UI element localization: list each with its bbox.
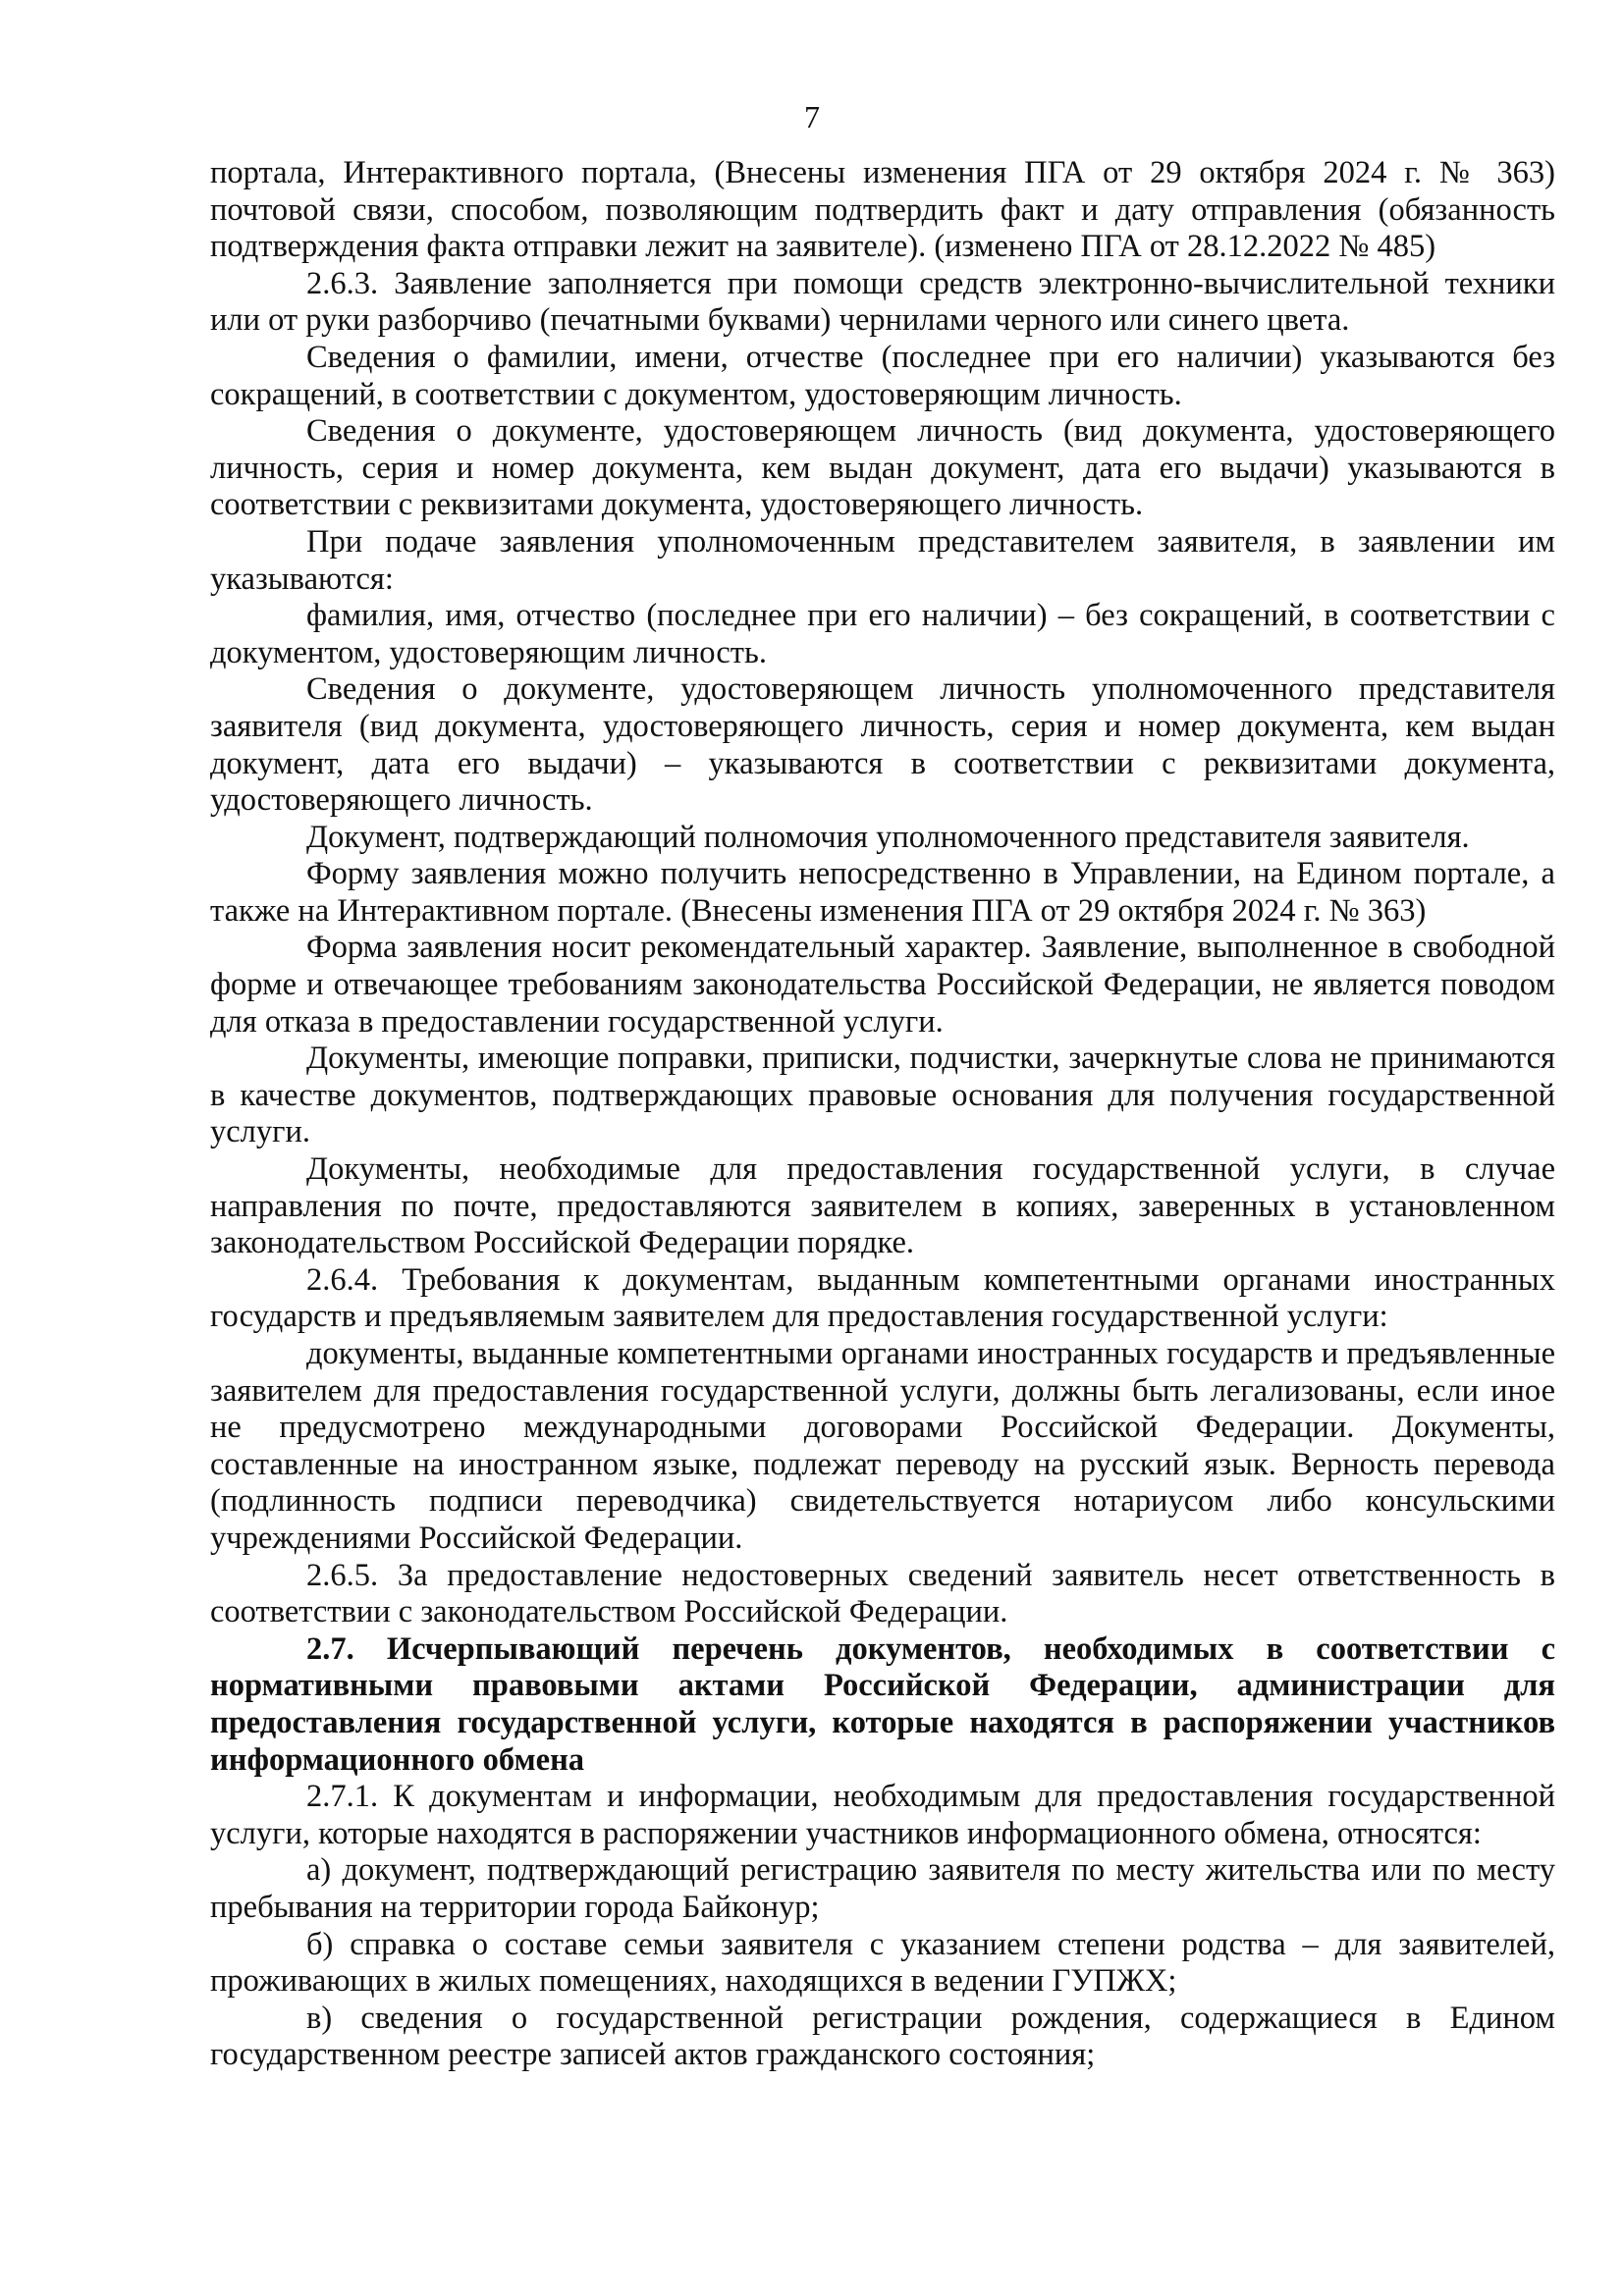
paragraph: Форма заявления носит рекомендательный характер. Заявление, выполненное в свободной форме и отвечающее требованиям законодательства Российской Федерации, не является поводом для отказа в предоставлении государственной услуги. bbox=[210, 930, 1555, 1040]
paragraph: Документ, подтверждающий полномочия уполномоченного представителя заявителя. bbox=[306, 819, 1470, 855]
paragraph: 2.6.5. За предоставление недостоверных сведений заявитель несет ответственность в соответствии с законодательством Российской Федерации. bbox=[210, 1557, 1555, 1630]
paragraph: Сведения о документе, удостоверяющем личность уполномоченного представителя заявителя (вид документа, удостоверяющего личность, серия и номер документа, кем выдан документ, дата его выдачи) – указываются в соответствии с реквизитами документа, удостоверяющего личность. bbox=[210, 671, 1555, 819]
paragraph: 2.6.3. Заявление заполняется при помощи средств электронно-вычислительной техники или от руки разборчиво (печатными буквами) чернилами черного или синего цвета. bbox=[210, 265, 1555, 339]
page-number: 7 bbox=[804, 99, 820, 134]
list-item: б) справка о составе семьи заявителя с указанием степени родства – для заявителей, проживающих в жилых помещениях, находящихся в ведении ГУПЖХ; bbox=[210, 1926, 1555, 2000]
paragraph: документы, выданные компетентными органами иностранных государств и предъявленные заявителем для предоставления государственной услуги, должны быть легализованы, если иное не предусмотрено международными договорами Российской Федерации. Документы, составленные на иностранном языке, подлежат переводу на русский язык. Верность перевода (подлинность подписи переводчика) свидетельствуется нотариусом либо консульскими учреждениями Российской Федерации. bbox=[210, 1336, 1555, 1556]
paragraph: портала, Интерактивного портала, (Внесены изменения ПГА от 29 октября 2024 г. № 363) почтовой связи, способом, позволяющим подтвердить факт и дату отправления (обязанность подтверждения факта отправки лежит на заявителе). (изменено ПГА от 28.12.2022 № 485) bbox=[210, 155, 1555, 265]
paragraph: фамилия, имя, отчество (последнее при его наличии) – без сокращений, в соответствии с документом, удостоверяющим личность. bbox=[210, 598, 1555, 670]
paragraph: Форму заявления можно получить непосредственно в Управлении, на Едином портале, а также на Интерактивном портале. (Внесены изменения ПГА от 29 октября 2024 г. № 363) bbox=[210, 856, 1555, 929]
paragraph: Сведения о фамилии, имени, отчестве (последнее при его наличии) указываются без сокращений, в соответствии с документом, удостоверяющим личность. bbox=[210, 339, 1555, 412]
paragraph: 2.7.1. К документам и информации, необходимым для предоставления государственной услуги, которые находятся в распоряжении участников информационного обмена, относятся: bbox=[210, 1779, 1555, 1851]
list-item: а) документ, подтверждающий регистрацию заявителя по месту жительства или по месту пребывания на территории города Байконур; bbox=[210, 1852, 1555, 1925]
list-item: в) сведения о государственной регистрации рождения, содержащиеся в Едином государственном реестре записей актов гражданского состояния; bbox=[210, 2000, 1555, 2073]
paragraph: 2.6.4. Требования к документам, выданным компетентными органами иностранных государств и предъявляемым заявителем для предоставления государственной услуги: bbox=[210, 1261, 1555, 1335]
paragraph: Документы, необходимые для предоставления государственной услуги, в случае направления по почте, предоставляются заявителем в копиях, заверенных в установленном законодательством Российской Федерации порядке. bbox=[210, 1151, 1555, 1261]
section-heading: 2.7. Исчерпывающий перечень документов, необходимых в соответствии с нормативными правовыми актами Российской Федерации, администрации для предоставления государственной услуги, которые находятся в распоряжении участников информационного обмена bbox=[210, 1630, 1555, 1778]
document-body bbox=[210, 155, 1555, 2074]
paragraph: Сведения о документе, удостоверяющем личность (вид документа, удостоверяющего личность, серия и номер документа, кем выдан документ, дата его выдачи) указываются в соответствии с реквизитами документа, удостоверяющего личность. bbox=[210, 413, 1555, 523]
paragraph: При подаче заявления уполномоченным представителем заявителя, в заявлении им указываются: bbox=[210, 523, 1555, 597]
paragraph: Документы, имеющие поправки, приписки, подчистки, зачеркнутые слова не принимаются в качестве документов, подтверждающих правовые основания для получения государственной услуги. bbox=[210, 1041, 1555, 1150]
